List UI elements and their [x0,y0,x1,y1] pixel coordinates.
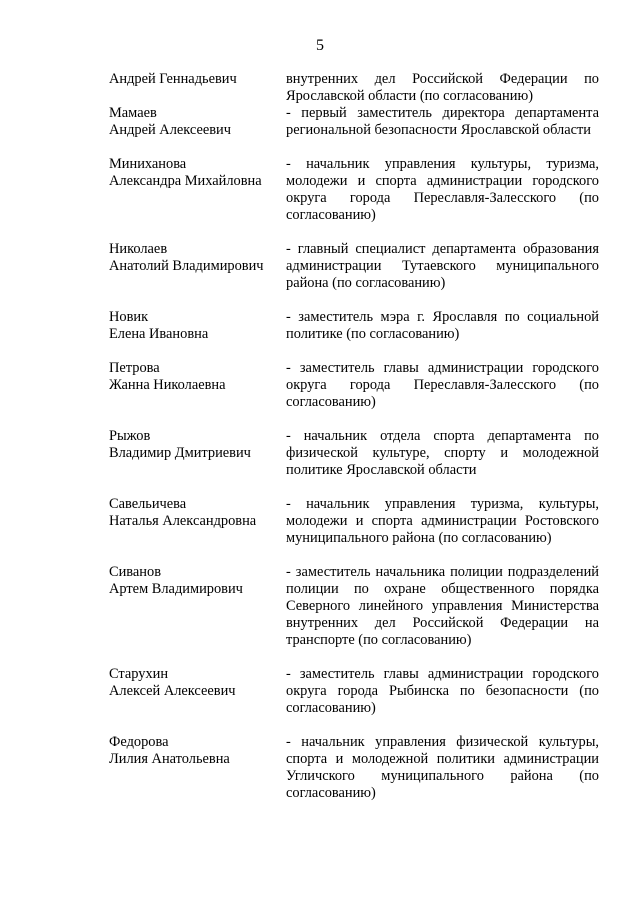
member-name [109,564,286,649]
member-position: - первый заместитель директора департамента региональной безопасности Ярославской области [286,105,599,138]
list-item [109,734,599,802]
member-given-names: Андрей Алексеевич [109,122,231,138]
member-name [109,734,286,802]
list-item [109,496,599,547]
member-name [109,241,286,292]
member-given-names: Андрей Геннадьевич [109,71,237,87]
member-given-names: Лилия Анатольевна [109,751,230,767]
list-item [109,309,599,343]
member-position: - заместитель главы администрации городского округа города Рыбинска по безопасности (по согласованию) [286,666,599,716]
member-surname: Новик [109,309,149,325]
member-position: - заместитель мэра г. Ярославля по социальной политике (по согласованию) [286,309,599,342]
member-surname: Сиванов [109,564,161,580]
list-item [109,428,599,479]
page-number: 5 [316,37,324,54]
member-list [109,71,599,802]
member-given-names: Александра Михайловна [109,173,262,189]
member-name [109,428,286,479]
member-name [109,156,286,224]
member-position: - начальник управления культуры, туризма, молодежи и спорта администрации городского округа города Переславля-Залесского (по согласованию) [286,156,599,223]
member-name [109,496,286,547]
member-surname: Старухин [109,666,169,682]
member-position: - начальник управления туризма, культуры, молодежи и спорта администрации Ростовского муниципального района (по согласованию) [286,496,599,546]
member-name [109,105,286,139]
member-position: - начальник отдела спорта департамента по физической культуре, спорту и молодежной политике Ярославской области [286,428,599,478]
member-surname: Петрова [109,360,160,376]
list-item [109,105,599,139]
member-name [109,666,286,717]
member-position: - начальник управления физической культуры, спорта и молодежной политики администрации Угличского муниципального района (по согласованию) [286,734,599,801]
member-surname: Мамаев [109,105,157,121]
list-item [109,666,599,717]
list-item [109,71,599,105]
member-given-names: Жанна Николаевна [109,377,226,393]
member-position: - заместитель начальника полиции подразделений полиции по охране общественного порядка Северного линейного управления Министерства внутренних дел Российской Федерации на транспорте (по согласованию) [286,564,599,648]
member-surname: Николаев [109,241,168,257]
list-item [109,241,599,292]
member-position: - главный специалист департамента образования администрации Тутаевского муниципального района (по согласованию) [286,241,599,291]
member-given-names: Анатолий Владимирович [109,258,264,274]
member-given-names: Артем Владимирович [109,581,243,597]
member-given-names: Владимир Дмитриевич [109,445,251,461]
list-item [109,156,599,224]
member-given-names: Наталья Александровна [109,513,257,529]
member-name [109,309,286,343]
member-name [109,360,286,411]
member-position: - заместитель главы администрации городского округа города Переславля-Залесского (по согласованию) [286,360,599,410]
member-surname: Савельичева [109,496,187,512]
member-given-names: Алексей Алексеевич [109,683,236,699]
list-item [109,360,599,411]
member-surname: Миниханова [109,156,187,172]
member-name [109,71,286,105]
member-surname: Рыжов [109,428,151,444]
list-item [109,564,599,649]
member-given-names: Елена Ивановна [109,326,209,342]
member-surname: Федорова [109,734,169,750]
member-position: внутренних дел Российской Федерации по Ярославской области (по согласованию) [286,71,599,104]
